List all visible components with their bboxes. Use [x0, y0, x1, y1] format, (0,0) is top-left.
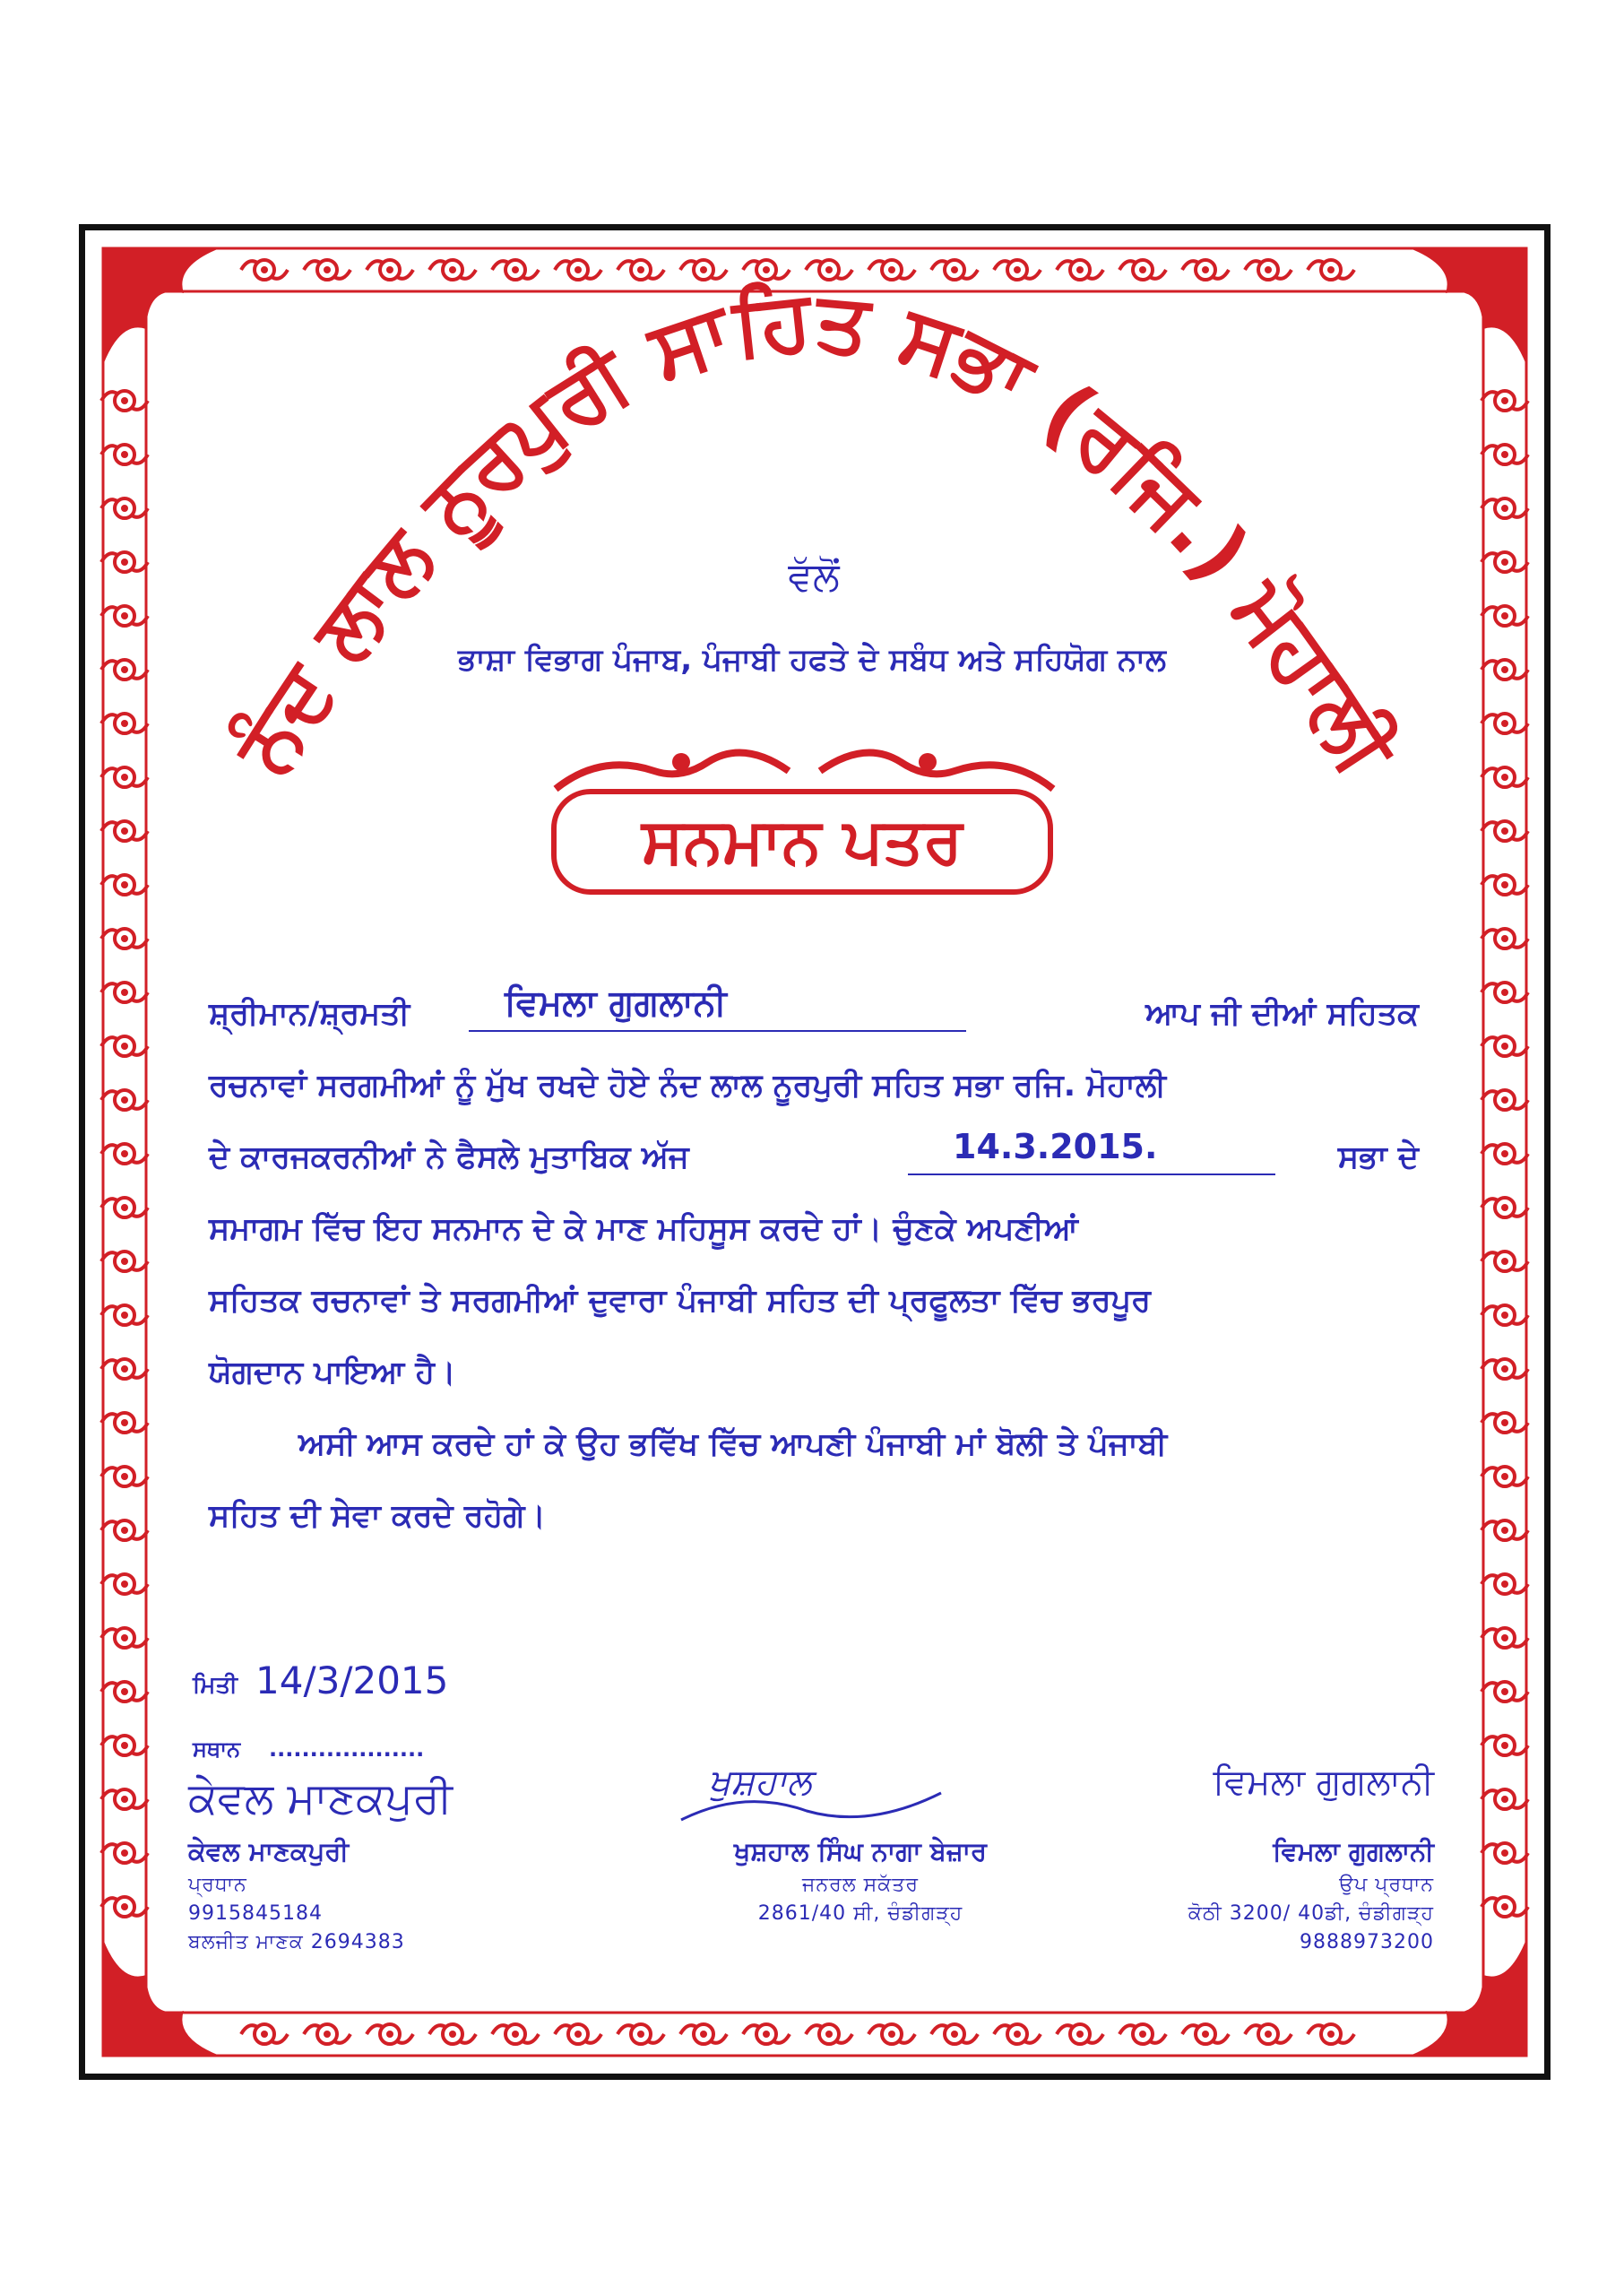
signature-secretary: ਖੁਸ਼ਹਾਲ	[708, 1762, 812, 1803]
salutation: ਸ਼੍ਰੀਮਾਨ/ਸ਼੍ਰਮਤੀ	[209, 996, 410, 1032]
border-ornament	[101, 1682, 148, 1702]
border-ornament	[101, 1413, 148, 1433]
border-ornament	[931, 2024, 978, 2044]
president-name: ਕੇਵਲ ਮਾਣਕਪੁਰੀ	[188, 1836, 350, 1866]
body-line-5: ਸਹਿਤਕ ਰਚਨਾਵਾਂ ਤੇ ਸਰਗਮੀਆਂ ਦੁਵਾਰਾ ਪੰਜਾਬੀ ਸਹਿਤ ਦੀ ਪ੍ਰਫੂਲਤਾ ਵਿੱਚ ਭਰਪੂਰ	[209, 1283, 1151, 1319]
border-ornament	[618, 2024, 664, 2044]
border-ornament	[1481, 1843, 1528, 1863]
vice-president-name: ਵਿਮਲਾ ਗੁਗਲਾਨੀ	[1273, 1836, 1434, 1866]
border-ornament	[806, 2024, 852, 2044]
place-label: ਸਥਾਨ	[193, 1736, 241, 1762]
border-ornament	[101, 1090, 148, 1110]
support-line: ਭਾਸ਼ਾ ਵਿਭਾਗ ਪੰਜਾਬ, ਪੰਜਾਬੀ ਹਫਤੇ ਦੇ ਸਬੰਧ ਅਤੇ ਸਹਿਯੋਗ ਨਾਲ	[458, 642, 1166, 678]
border-ornament	[1481, 1628, 1528, 1648]
border-ornament	[304, 2024, 350, 2044]
border-ornament	[1481, 1682, 1528, 1702]
border-ornament	[1481, 1413, 1528, 1433]
border-ornament	[1481, 1090, 1528, 1110]
border-ornament	[101, 929, 148, 948]
certificate-title: ਸਨਮਾਨ ਪਤਰ	[551, 789, 1053, 895]
border-ornament	[101, 1144, 148, 1164]
border-ornament	[101, 1359, 148, 1379]
border-ornament	[994, 2024, 1041, 2044]
date-label: ਮਿਤੀ	[193, 1672, 238, 1699]
border-ornament	[1481, 1144, 1528, 1164]
president-phone: 9915845184	[188, 1902, 323, 1925]
border-ornament	[1481, 1036, 1528, 1056]
border-ornament	[743, 2024, 790, 2044]
body-line-8: ਸਹਿਤ ਦੀ ਸੇਵਾ ਕਰਦੇ ਰਹੋਗੇ।	[209, 1498, 547, 1534]
border-ornament	[241, 2024, 288, 2044]
border-ornament	[1481, 1251, 1528, 1271]
border-ornament	[1057, 2024, 1103, 2044]
secretary-address: 2861/40 ਸੀ, ਚੰਡੀਗੜ੍ਹ	[757, 1902, 963, 1925]
body-line-6: ਯੋਗਦਾਨ ਪਾਇਆ ਹੈ।	[209, 1355, 456, 1390]
border-ornament	[101, 983, 148, 1002]
signature-vice-president: ਵਿਮਲਾ ਗੁਗਲਾਨੀ	[1213, 1762, 1434, 1803]
border-ornament	[101, 1251, 148, 1271]
body-line-3-end: ਸਭਾ ਦੇ	[1337, 1139, 1419, 1175]
border-ornament	[101, 1036, 148, 1056]
ceremony-date: 14.3.2015.	[953, 1127, 1158, 1166]
vice-president-phone: 9888973200	[1300, 1931, 1434, 1953]
border-ornament	[101, 1789, 148, 1809]
border-ornament	[1481, 1520, 1528, 1540]
body-line-3-start: ਦੇ ਕਾਰਜਕਰਨੀਆਂ ਨੇ ਫੈਸਲੇ ਮੁਤਾਬਿਕ ਅੱਜ	[209, 1139, 689, 1175]
border-ornament	[1481, 1789, 1528, 1809]
border-ornament	[101, 1736, 148, 1755]
border-ornament	[1182, 2024, 1229, 2044]
president-role: ਪ੍ਰਧਾਨ	[188, 1874, 247, 1896]
border-ornament	[1481, 1198, 1528, 1217]
border-ornament	[1481, 1305, 1528, 1325]
border-ornament	[101, 1843, 148, 1863]
border-ornament	[101, 1628, 148, 1648]
border-ornament	[1481, 1574, 1528, 1594]
border-ornament	[429, 2024, 476, 2044]
border-ornament	[492, 2024, 539, 2044]
svg-text:ਨੰਦ ਲਾਲ ਨੂਰਪੁਰੀ ਸਾਹਿਤ ਸਭਾ (ਰਜਿ: ਨੰਦ ਲਾਲ ਨੂਰਪੁਰੀ ਸਾਹਿਤ ਸਭਾ (ਰਜਿ.) ਮੋਹਾਲੀ	[215, 272, 1414, 792]
from-word: ਵੱਲੋਂ	[788, 554, 840, 600]
border-ornament	[555, 2024, 601, 2044]
border-ornament	[1119, 2024, 1166, 2044]
body-line-7: ਅਸੀ ਆਸ ਕਰਦੇ ਹਾਂ ਕੇ ਉਹ ਭਵਿੱਖ ਵਿੱਚ ਆਪਣੀ ਪੰਜਾਬੀ ਮਾਂ ਬੋਲੀ ਤੇ ਪੰਜਾਬੀ	[298, 1426, 1168, 1462]
border-ornament	[101, 1198, 148, 1217]
border-ornament	[1481, 1736, 1528, 1755]
body-line-4: ਸਮਾਗਮ ਵਿੱਚ ਇਹ ਸਨਮਾਨ ਦੇ ਕੇ ਮਾਣ ਮਹਿਸੂਸ ਕਰਦੇ ਹਾਂ। ਚੁੰਣਕੇ ਅਪਣੀਆਂ	[209, 1211, 1078, 1247]
border-ornament	[101, 1305, 148, 1325]
border-ornament	[1481, 1897, 1528, 1917]
border-ornament	[101, 1897, 148, 1917]
vice-president-role: ਉਪ ਪ੍ਰਧਾਨ	[1339, 1874, 1434, 1896]
signature-secretary-stroke	[672, 1780, 959, 1833]
border-ornament	[101, 1467, 148, 1486]
certificate-body	[209, 982, 1419, 1573]
border-ornament	[101, 1520, 148, 1540]
president-alt-contact: ਬਲਜੀਤ ਮਾਣਕ 2694383	[188, 1931, 405, 1953]
secretary-role: ਜਨਰਲ ਸਕੱਤਰ	[802, 1874, 919, 1896]
border-ornament	[1481, 929, 1528, 948]
border-ornament	[680, 2024, 727, 2044]
border-ornament	[1481, 983, 1528, 1002]
vice-president-address: ਕੋਠੀ 3200/ 40ਡੀ, ਚੰਡੀਗੜ੍ਹ	[1188, 1902, 1434, 1925]
issue-date: 14/3/2015	[255, 1658, 449, 1702]
body-line-1-end: ਆਪ ਜੀ ਦੀਆਂ ਸਹਿਤਕ	[1145, 996, 1419, 1032]
place-dots: ...................	[269, 1736, 425, 1762]
border-ornament	[1481, 1359, 1528, 1379]
body-line-2: ਰਚਨਾਵਾਂ ਸਰਗਮੀਆਂ ਨੂੰ ਮੁੱਖ ਰਖਦੇ ਹੋਏ ਨੰਦ ਲਾਲ ਨੂਰਪੁਰੀ ਸਹਿਤ ਸਭਾ ਰਜਿ. ਮੋਹਾਲੀ	[209, 1068, 1166, 1104]
border-ornament	[1308, 2024, 1354, 2044]
secretary-name: ਖੁਸ਼ਹਾਲ ਸਿੰਘ ਨਾਗਾ ਬੇਜ਼ਾਰ	[733, 1836, 988, 1866]
border-ornament	[868, 2024, 915, 2044]
signature-president: ਕੇਵਲ ਮਾਣਕਪੁਰੀ	[188, 1773, 453, 1823]
border-ornament	[1481, 1467, 1528, 1486]
recipient-name: ਵਿਮਲਾ ਗੁਗਲਾਨੀ	[505, 983, 727, 1024]
border-ornament	[1245, 2024, 1291, 2044]
border-ornament	[367, 2024, 413, 2044]
border-ornament	[101, 1574, 148, 1594]
